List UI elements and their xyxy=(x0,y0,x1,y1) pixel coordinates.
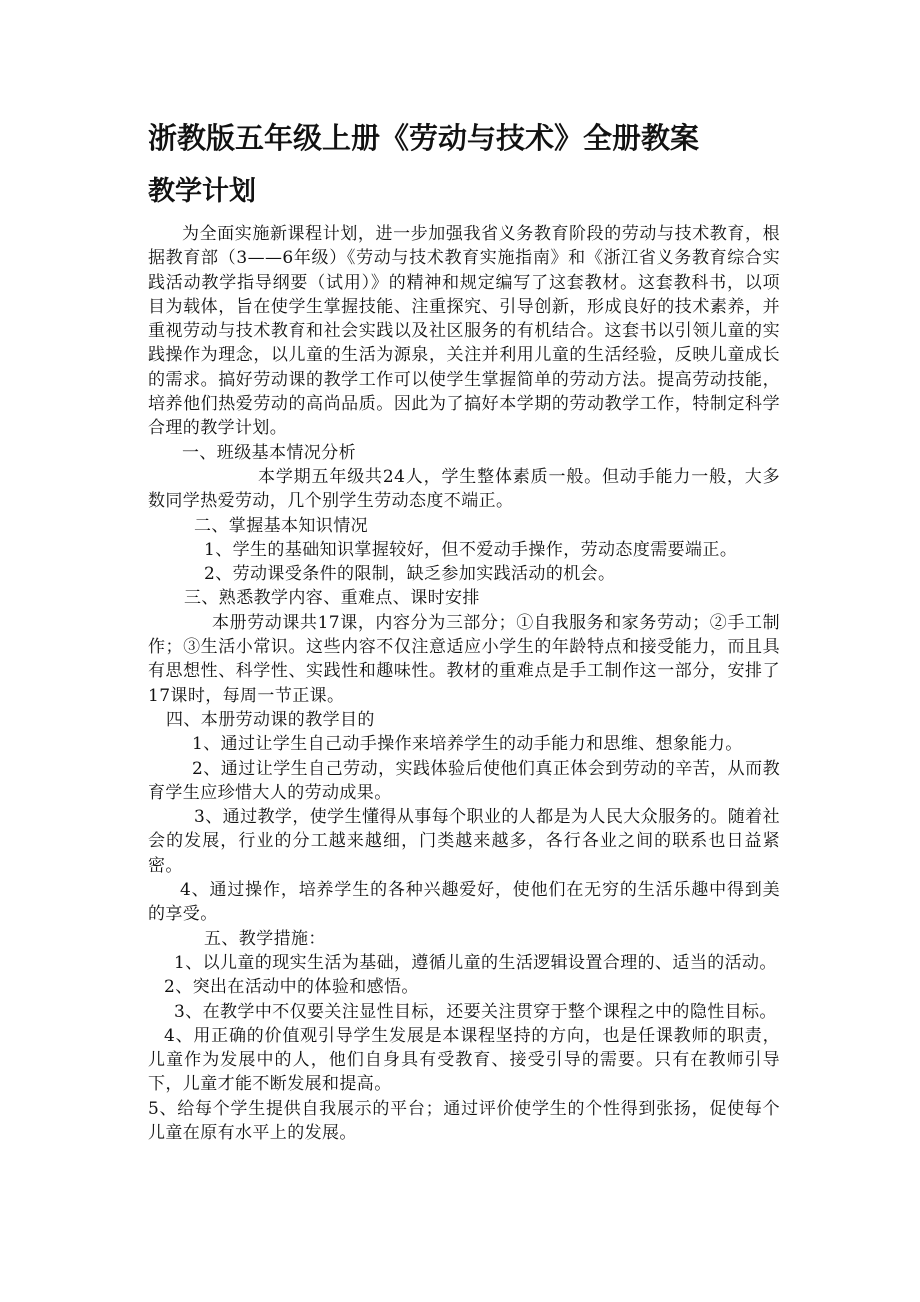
section-heading-teaching-plan: 教学计划 xyxy=(148,176,256,207)
measure-item: 1、以儿童的现实生活为基础，遵循儿童的生活逻辑设置合理的、适当的活动。 xyxy=(174,952,777,973)
section-heading-class-analysis: 一、班级基本情况分析 xyxy=(182,442,356,463)
knowledge-item: 1、学生的基础知识掌握较好，但不爱动手操作，劳动态度需要端正。 xyxy=(204,539,738,560)
section-heading-objectives: 四、本册劳动课的教学目的 xyxy=(166,709,375,730)
section-heading-knowledge: 二、掌握基本知识情况 xyxy=(194,515,368,536)
objective-item: 4、通过操作，培养学生的各种兴趣爱好，使他们在无穷的生活乐趣中得到美的享受。 xyxy=(148,880,780,925)
objective-item: 3、通过教学，使学生懂得从事每个职业的人都是为人民大众服务的。随着社会的发展，行业的分工越来越细，门类越来越多，各行各业之间的联系也日益紧密。 xyxy=(148,807,780,876)
measure-item: 4、用正确的价值观引导学生发展是本课程坚持的方向，也是任课教师的职责，儿童作为发展中的人，他们自身具有受教育、接受引导的需要。只有在教师引导下，儿童才能不断发展和提高。 xyxy=(148,1025,780,1095)
content-paragraph: 本册劳动课共17课，内容分为三部分；①自我服务和家务劳动；②手工制作；③生活小常识。这些内容不仅注意适应小学生的年龄特点和接受能力，而且具有思想性、科学性、实践性和趣味性。教材的重难点是手工制作这一部分，安排了17课时，每周一节正课。 xyxy=(148,612,780,706)
section-heading-measures: 五、教学措施： xyxy=(204,928,326,949)
measure-item: 2、突出在活动中的体验和感悟。 xyxy=(164,977,419,998)
objective-item: 1、通过让学生自己动手操作来培养学生的动手能力和思维、想象能力。 xyxy=(192,734,743,755)
document-body xyxy=(148,222,780,1145)
intro-paragraph: 为全面实施新课程计划，进一步加强我省义务教育阶段的劳动与技术教育，根据教育部（3——6年级）《劳动与技术教育实施指南》和《浙江省义务教育综合实践活动教学指导纲要（试用）》的精神和规定编写了这套教材。这套教科书，以项目为载体，旨在使学生掌握技能、注重探究、引导创新，形成良好的技术素养，并重视劳动与技术教育和社会实践以及社区服务的有机结合。这套书以引领儿童的实践操作为理念，以儿童的生活为源泉，关注并利用儿童的生活经验，反映儿童成长的需求。搞好劳动课的教学工作可以使学生掌握简单的劳动方法。提高劳动技能，培养他们热爱劳动的高尚品质。因此为了搞好本学期的劳动教学工作，特制定科学合理的教学计划。 xyxy=(148,224,780,439)
objective-item: 2、通过让学生自己劳动，实践体验后使他们真正体会到劳动的辛苦，从而教育学生应珍惜大人的劳动成果。 xyxy=(148,758,780,803)
document-page xyxy=(148,112,780,1145)
class-analysis-paragraph: 本学期五年级共24人，学生整体素质一般。但动手能力一般，大多数同学热爱劳动，几个别学生劳动态度不端正。 xyxy=(148,466,780,512)
document-title: 浙教版五年级上册《劳动与技术》全册教案 xyxy=(148,121,700,155)
measure-item: 5、给每个学生提供自我展示的平台；通过评价使学生的个性得到张扬，促使每个儿童在原有水平上的发展。 xyxy=(148,1098,780,1143)
measure-item: 3、在教学中不仅要关注显性目标，还要关注贯穿于整个课程之中的隐性目标。 xyxy=(174,1001,777,1022)
knowledge-item: 2、劳动课受条件的限制，缺乏参加实践活动的机会。 xyxy=(204,564,616,585)
section-heading-content: 三、熟悉教学内容、重难点、课时安排 xyxy=(184,588,480,609)
